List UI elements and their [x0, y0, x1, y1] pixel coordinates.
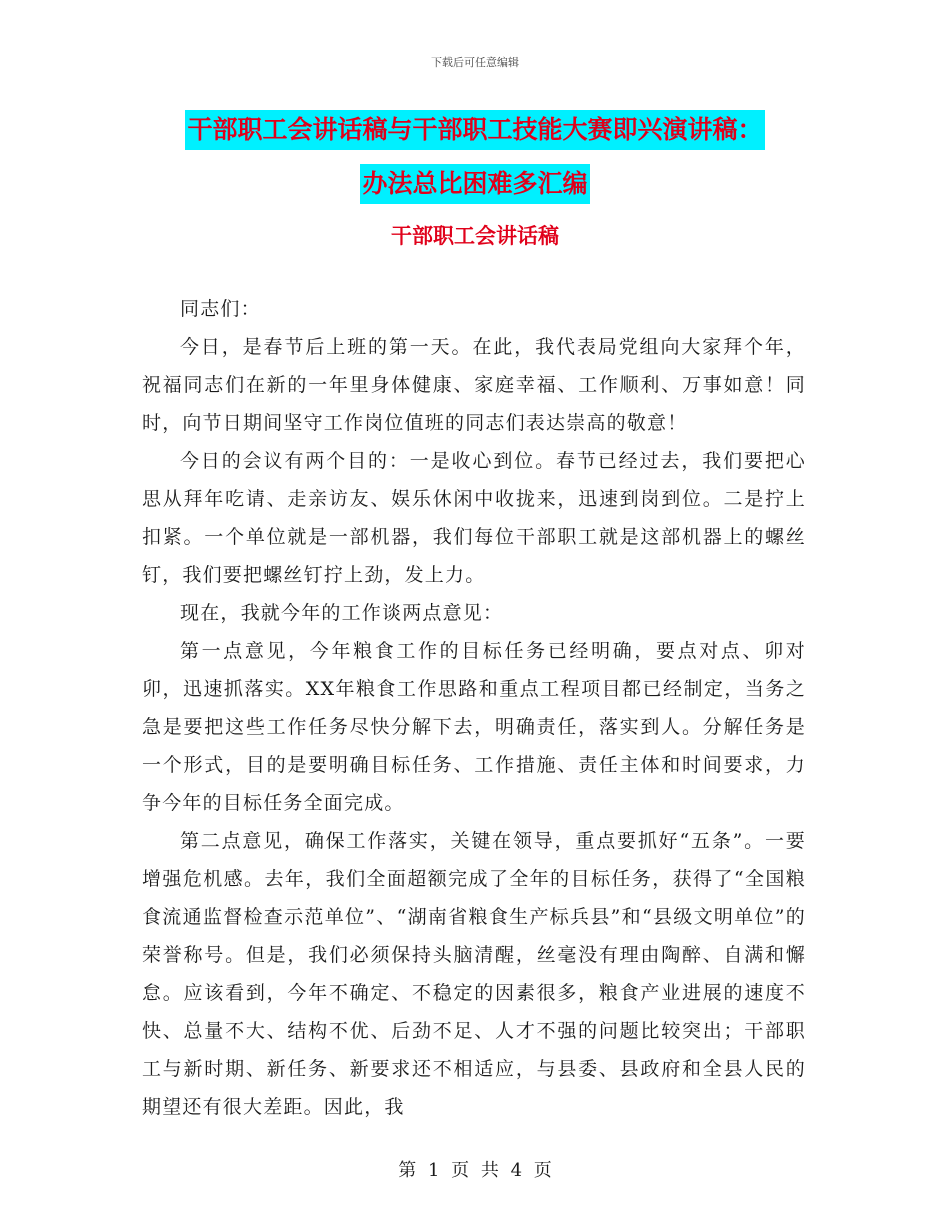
title-line-1: 干部职工会讲话稿与干部职工技能大赛即兴演讲稿：: [185, 110, 764, 150]
paragraph: 同志们：: [180, 298, 261, 320]
section-title: 干部职工会讲话稿: [391, 224, 559, 248]
paragraph: 现在，我就今年的工作谈两点意见：: [180, 602, 504, 624]
body-text: [142, 290, 806, 1126]
paragraph: 第二点意见，确保工作落实，关键在领导，重点要抓好“五条”。一要增强危机感。去年，我们全面超额完成了全年的目标任务，获得了“全国粮食流通监督检查示范单位”、“湖南省粮食生产标兵县”和“县级文明单位”的荣誉称号。但是，我们必须保持头脑清醒，丝毫没有理由陶醉、自满和懈怠。应该看到，今年不确定、不稳定的因素很多，粮食产业进展的速度不快、总量不大、结构不优、后劲不足、人才不强的问题比较突出；干部职工与新时期、新任务、新要求还不相适应，与县委、县政府和全县人民的期望还有很大差距。因此，我: [142, 830, 806, 1118]
paragraph: 今日的会议有两个目的：一是收心到位。春节已经过去，我们要把心思从拜年吃请、走亲访友、娱乐休闲中收拢来，迅速到岗到位。二是拧上扣紧。一个单位就是一部机器，我们每位干部职工就是这部机器上的螺丝钉，我们要把螺丝钉拧上劲，发上力。: [142, 450, 806, 586]
paragraph: 今日，是春节后上班的第一天。在此，我代表局党组向大家拜个年，祝福同志们在新的一年里身体健康、家庭幸福、工作顺利、万事如意！同时，向节日期间坚守工作岗位值班的同志们表达崇高的敬意！: [142, 336, 806, 434]
paragraph: 第一点意见，今年粮食工作的目标任务已经明确，要点对点、卯对卯，迅速抓落实。XX年粮食工作思路和重点工程项目都已经制定，当务之急是要把这些工作任务尽快分解下去，明确责任，落实到人。分解任务是一个形式，目的是要明确目标任务、工作措施、责任主体和时间要求，力争今年的目标任务全面完成。: [142, 640, 806, 814]
page-number: 第 1 页 共 4 页: [398, 1160, 552, 1181]
title-line-2: 办法总比困难多汇编: [360, 164, 589, 204]
header-note: 下载后可任意编辑: [431, 56, 519, 69]
document-title: [0, 110, 950, 218]
